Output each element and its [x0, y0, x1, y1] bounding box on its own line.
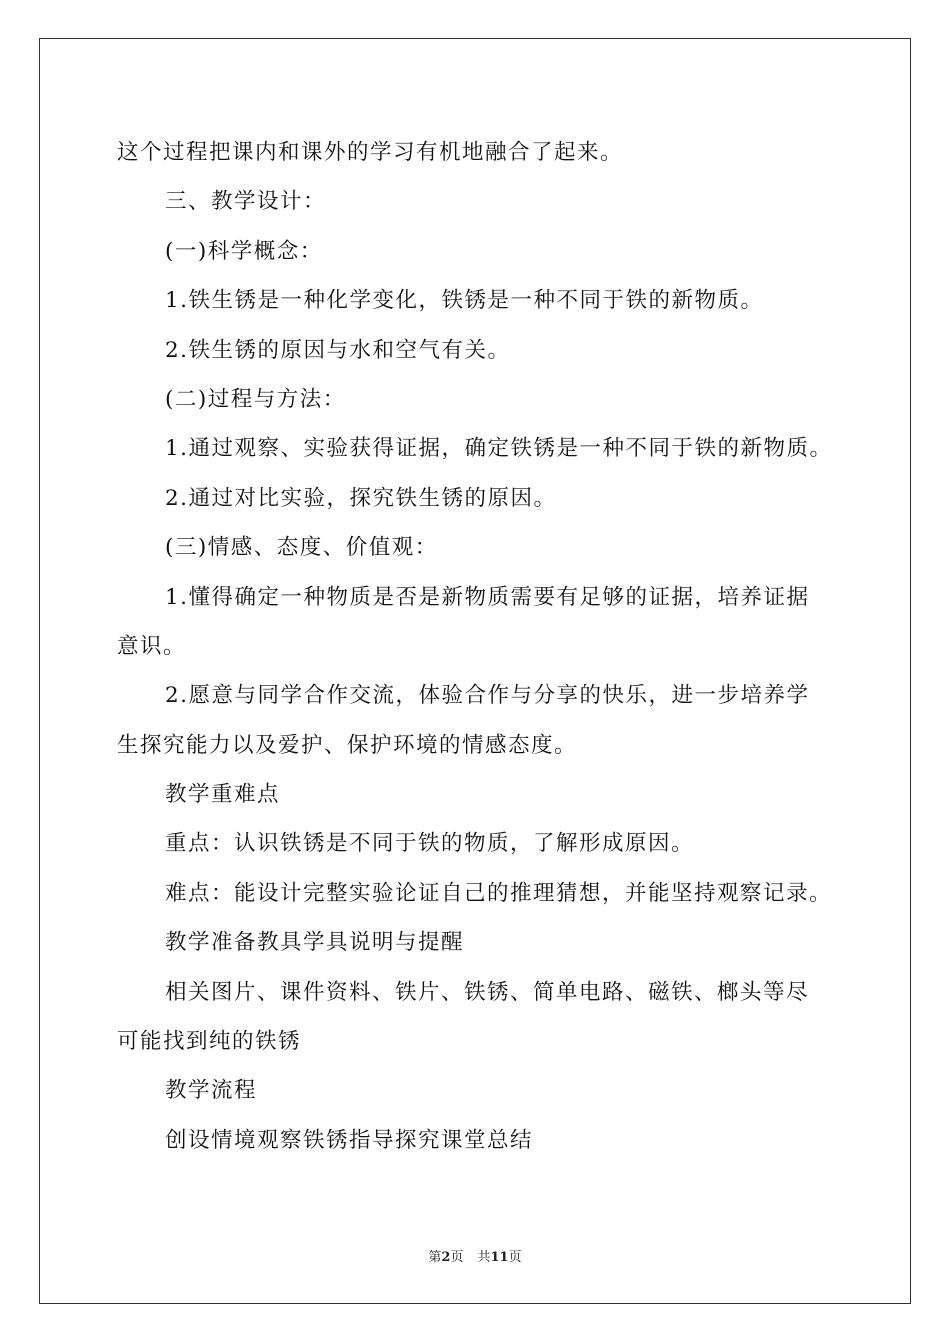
section-heading: 教学流程	[165, 1078, 258, 1104]
text-line: 这个过程把课内和课外的学习有机地融合了起来。	[117, 140, 624, 165]
subsection-heading: (三)情感、态度、价值观：	[165, 535, 438, 561]
text-line: 相关图片、课件资料、铁片、铁锈、简单电路、磁铁、榔头等尽	[165, 979, 810, 1005]
text-line: 1.懂得确定一种物质是否是新物质需要有足够的证据，培养证据	[165, 584, 810, 610]
text-line: 难点：能设计完整实验论证自己的推理猜想，并能坚持观察记录。	[165, 880, 833, 906]
text-line: 创设情境观察铁锈指导探究课堂总结	[165, 1127, 534, 1153]
text-line: 1.铁生锈是一种化学变化，铁锈是一种不同于铁的新物质。	[165, 288, 764, 314]
page-suffix: 页	[450, 1250, 464, 1265]
section-heading: 三、教学设计：	[165, 189, 327, 215]
page-footer	[0, 1246, 950, 1265]
section-heading: 教学准备教具学具说明与提醒	[165, 930, 465, 956]
text-line: 可能找到纯的铁锈	[117, 1029, 302, 1055]
text-line: 2.愿意与同学合作交流，体验合作与分享的快乐，进一步培养学	[165, 683, 810, 709]
document-body	[117, 128, 842, 1165]
total-prefix: 共	[477, 1250, 491, 1265]
text-line: 1.通过观察、实验获得证据，确定铁锈是一种不同于铁的新物质。	[165, 436, 833, 462]
page-prefix: 第	[428, 1250, 442, 1265]
page-number: 2	[441, 1250, 451, 1265]
text-line: 2.铁生锈的原因与水和空气有关。	[165, 337, 511, 363]
text-line: 重点：认识铁锈是不同于铁的物质，了解形成原因。	[165, 831, 695, 857]
text-line: 意识。	[117, 633, 187, 659]
text-line: 生探究能力以及爱护、保护环境的情感态度。	[117, 732, 578, 758]
total-pages: 11	[490, 1250, 509, 1265]
subsection-heading: (二)过程与方法：	[165, 386, 346, 412]
text-line: 2.通过对比实验，探究铁生锈的原因。	[165, 485, 557, 511]
section-heading: 教学重难点	[165, 782, 281, 808]
subsection-heading: (一)科学概念：	[165, 238, 323, 264]
total-suffix: 页	[508, 1250, 522, 1265]
